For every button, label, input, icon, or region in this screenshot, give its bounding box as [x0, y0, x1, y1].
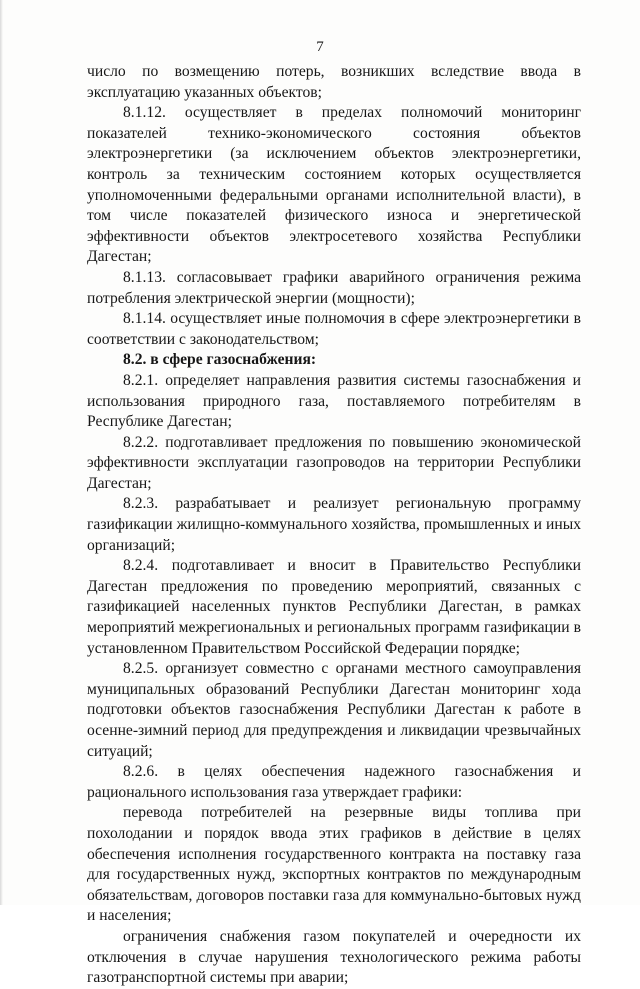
scan-edge-shadow — [0, 0, 3, 905]
paragraph-fuel-switch-schedule: перевода потребителей на резервные виды топлива при похолодании и порядок ввода этих графиков в действие в целях обеспечения исполнения государственного контракта на поставку газа для государственных нужд, экспортных контрактов по международным обязательствам, договоров поставки газа для коммунально-бытовых нужд и населения; — [87, 804, 581, 925]
paragraph-gas-restriction-schedule: ограничения снабжения газом покупателей и очередности их отключения в случае нарушения технологического режима работы газотранспортной системы при аварии; — [87, 927, 581, 987]
section-heading-8-2: 8.2. в сфере газоснабжения: — [123, 351, 317, 369]
paragraph-8-2-2: 8.2.2. подготавливает предложения по повышению экономической эффективности эксплуатации газопроводов на территории Республики Дагестан; — [87, 433, 581, 492]
paragraph-continuation: число по возмещению потерь, возникших вследствие ввода в эксплуатацию указанных объектов; — [87, 63, 581, 101]
paragraph-8-2-6: 8.2.6. в целях обеспечения надежного газоснабжения и рационального использования газа утверждает графики: — [87, 763, 581, 801]
paragraph-8-1-13: 8.1.13. согласовывает графики аварийного ограничения режима потребления электрической энергии (мощности); — [87, 268, 581, 307]
paragraph-8-2-5: 8.2.5. организует совместно с органами местного самоуправления муниципальных образований Республики Дагестан мониторинг хода подготовки объектов газоснабжения Республики Дагестан к работе в осенне-зимний период для предупреждения и ликвидации чрезвычайных ситуаций; — [87, 660, 581, 760]
document-body — [87, 62, 581, 989]
paragraph-8-1-14: 8.1.14. осуществляет иные полномочия в сфере электроэнергетики в соответствии с законодательством; — [87, 310, 581, 348]
paragraph-8-2-1: 8.2.1. определяет направления развития системы газоснабжения и использования природного газа, поставляемого потребителям в Республике Дагестан; — [87, 371, 581, 431]
paragraph-8-2-3: 8.2.3. разрабатывает и реализует региональную программу газификации жилищно-коммунального хозяйства, промышленных и иных организаций; — [87, 495, 581, 554]
paragraph-8-1-12: 8.1.12. осуществляет в пределах полномочий мониторинг показателей технико-экономического состояния объектов электроэнергетики (за исключением объектов электроэнергетики, контроль за техническим состоянием которых осуществляется уполномоченными федеральными органами исполнительной власти), в том числе показателей физического износа и энергетической эффективности объектов электросетевого хозяйства Республики Дагестан; — [87, 104, 581, 266]
paragraph-8-2-4: 8.2.4. подготавливает и вносит в Правительство Республики Дагестан предложения по проведению мероприятий, связанных с газификацией населенных пунктов Республики Дагестан, в рамках мероприятий межрегиональных и региональных программ газификации в установленном Правительством Российской Федерации порядке; — [87, 557, 581, 657]
page-number: 7 — [316, 39, 324, 55]
